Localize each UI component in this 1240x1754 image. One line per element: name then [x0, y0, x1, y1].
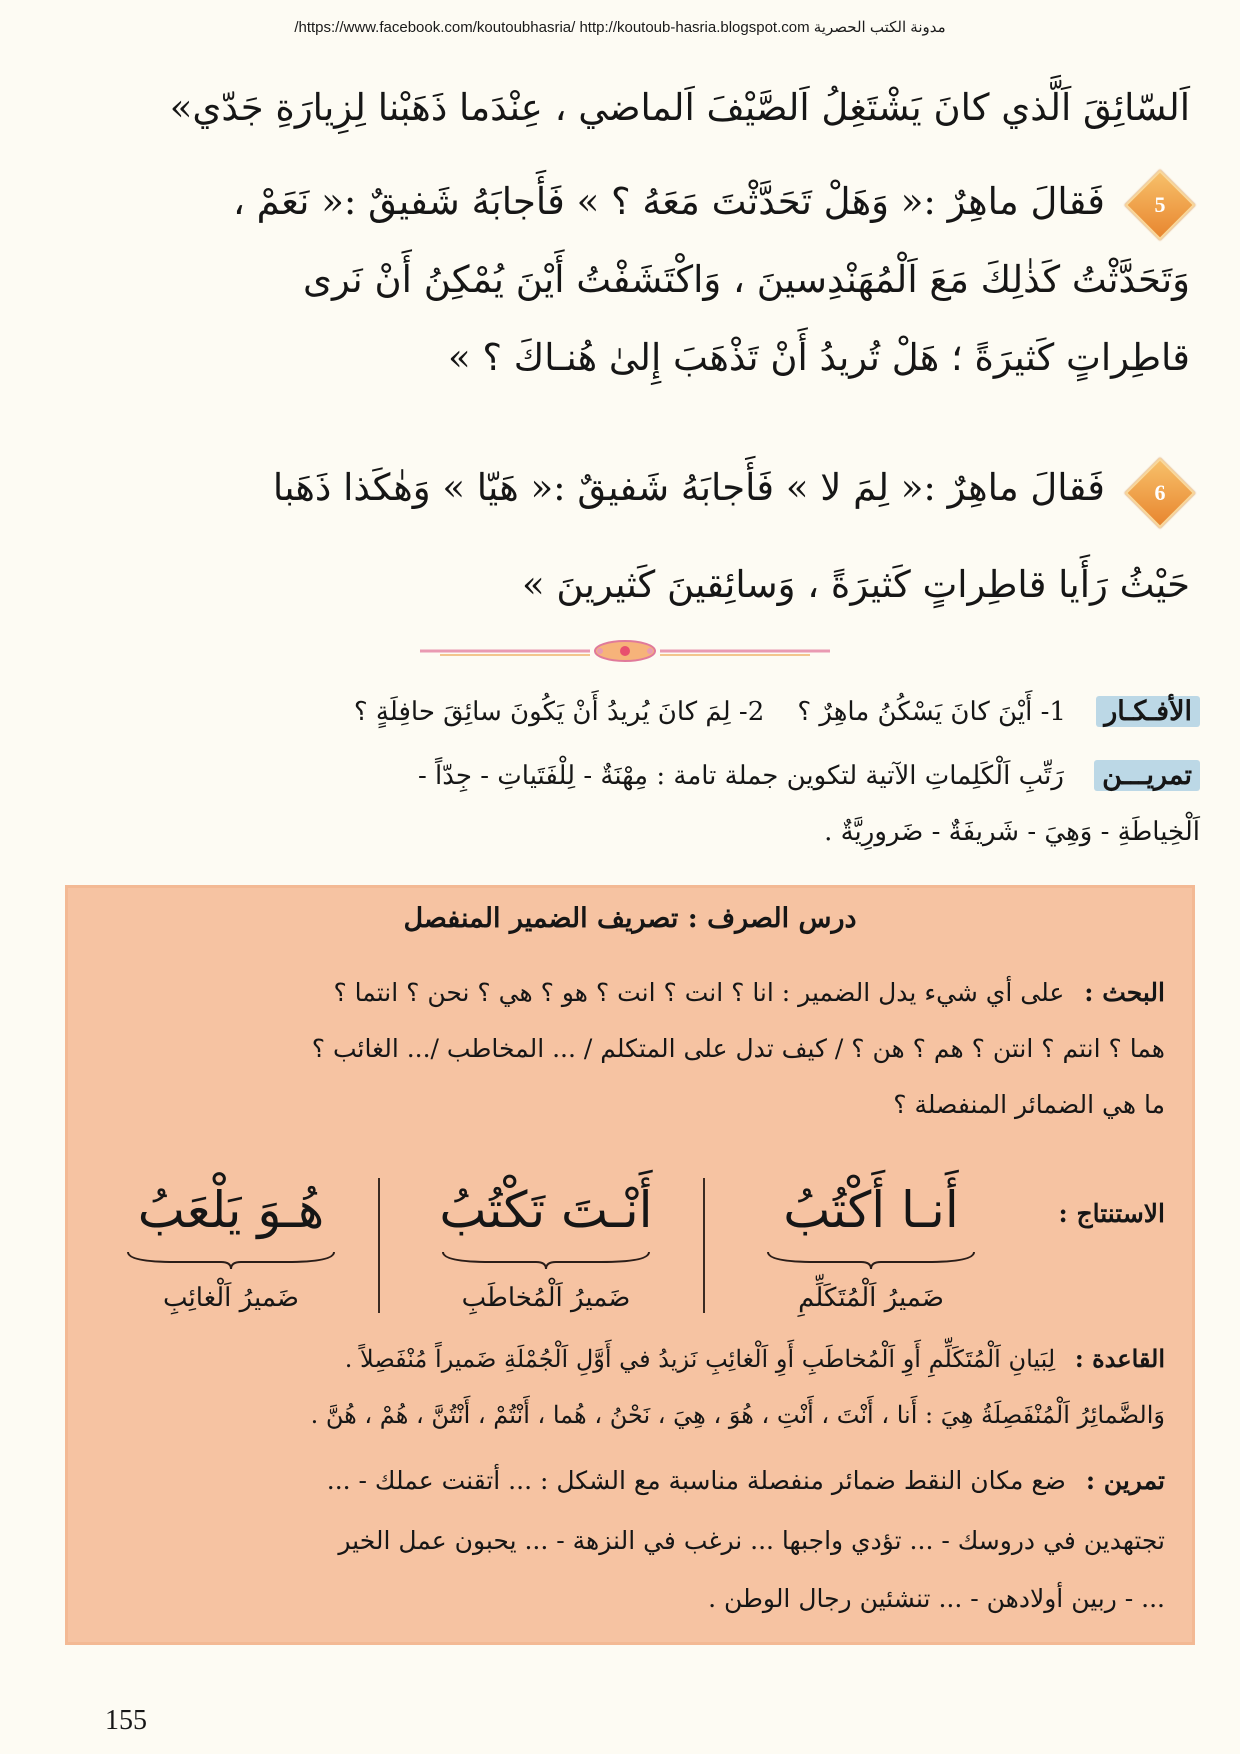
para5-line-3: قاطِراتٍ كَثيرَةً ؛ هَلْ تُريدُ أَنْ تَذْهَبَ إِلىٰ هُنـاكَ ؟ »: [448, 336, 1190, 379]
brace-icon: [126, 1250, 336, 1270]
example-absent-phrase: هُـوَ يَلْعَبُ: [137, 1181, 325, 1239]
para6-line-2: حَيْثُ رَأَيا قاطِراتٍ كَثيرَةً ، وَسائِقينَ كَثيرينَ »: [522, 563, 1190, 606]
bahth-line-1: [85, 969, 1165, 1017]
page-number: 155: [105, 1705, 147, 1736]
bahth-line-2: هما ؟ انتم ؟ انتن ؟ هم ؟ هن ؟ / كيف تدل على المتكلم / ... المخاطب /... الغائب ؟: [311, 1034, 1165, 1063]
example-speaker: [721, 1170, 1021, 1320]
istintaj-label: الاستنتاج :: [1058, 1199, 1165, 1228]
afkar-q1-number: 1-: [1040, 697, 1066, 727]
paragraph-badge-5: 5: [1125, 170, 1196, 241]
bahth-label: البحث :: [1084, 978, 1165, 1007]
istintaj-examples: [81, 1170, 1171, 1320]
bahth-text-1: على أي شيء يدل الضمير : انا ؟ انت ؟ انت ؟ هو ؟ هي ؟ نحن ؟ انتما ؟: [333, 978, 1065, 1007]
qaida-line-2: وَالضَّمائِرُ اَلْمُنْفَصِلَةُ هِيَ : أَنا ، أَنْتَ ، أَنْتِ ، هُوَ ، هِيَ ، نَحْنُ ، هُما ، أَنْتُمْ ، أَنْتُنَّ ، هُمْ ، هُنَّ .: [310, 1401, 1165, 1429]
grammar-tamrin-line-2: تجتهدين في دروسك - ... تؤدي واجبها ... نرغب في النزهة - ... يحبون عمل الخير: [338, 1526, 1165, 1555]
example-speaker-caption: ضَميرُ اَلْمُتَكَلِّمِ: [798, 1283, 944, 1313]
ornamental-divider: [420, 640, 830, 662]
grammar-tamrin-text-1: ضع مكان النقط ضمائر منفصلة مناسبة مع الشكل : ... أتقنت عملك - ...: [326, 1466, 1066, 1495]
para5-line-2: وَتَحَدَّثْتُ كَذٰلِكَ مَعَ اَلْمُهَنْدِسينَ ، وَاكْتَشَفْتُ أَيْنَ يُمْكِنُ أَنْ نَرى: [303, 258, 1190, 301]
paragraph-badge-6: 6: [1125, 458, 1196, 529]
grammar-lesson-box: [65, 885, 1195, 1645]
tamrin-label: تمريـــن: [1094, 760, 1200, 791]
qaida-text-1: لِبَيانِ اَلْمُتَكَلِّمِ أَوِ اَلْمُخاطَبِ أَوِ اَلْغائِبِ نَزيدُ في أَوَّلِ اَلْجُمْلَةِ ضَميراً مُنْفَصِلاً .: [344, 1345, 1056, 1373]
tamrin-line-2: اَلْخِياطَةِ - وَهِيَ - شَريفَةٌ - ضَرورِيَّةٌ .: [824, 817, 1200, 847]
example-absent: [91, 1170, 371, 1320]
example-separator: [703, 1178, 706, 1313]
grammar-tamrin-label: تمرين :: [1085, 1466, 1165, 1495]
grammar-tamrin-line-3: ... - ربين أولادهن - ... تنشئين رجال الوطن .: [708, 1584, 1165, 1613]
afkar-row: [40, 686, 1200, 738]
para5-line-1: فَقالَ ماهِرٌ :« وَهَلْ تَحَدَّثْتَ مَعَهُ ؟ » فَأَجابَهُ شَفيقٌ :« نَعَمْ ،: [232, 180, 1105, 223]
qaida-label: القاعدة :: [1074, 1344, 1165, 1373]
grammar-tamrin-line-1: [85, 1457, 1165, 1505]
example-addressee-phrase: أَنْـتَ تَكْتُبُ: [439, 1181, 653, 1239]
grammar-title: درس الصرف : تصريف الضمير المنفصل: [403, 903, 857, 934]
para6-line-1: فَقالَ ماهِرٌ :« لِمَ لا » فَأَجابَهُ شَفيقٌ :« هَيّا » وَهٰكَذا ذَهَبا: [272, 466, 1105, 509]
tamrin-line-1: رَتِّبِ اَلْكَلِماتِ الآتية لتكوين جملة تامة : مِهْنَةٌ - لِلْفَتَياتِ - جِدّاً -: [418, 761, 1064, 791]
example-speaker-phrase: أَنـا أَكْتُبُ: [783, 1181, 959, 1239]
header-url: /https://www.facebook.com/koutoubhasria/ http://koutoub-hasria.blogspot.com مدونة الكتب الحصرية: [294, 19, 946, 36]
example-addressee-caption: ضَميرُ اَلْمُخاطَبِ: [461, 1283, 631, 1313]
brace-icon: [766, 1250, 976, 1270]
example-separator: [378, 1178, 381, 1313]
example-absent-caption: ضَميرُ اَلْغائِبِ: [163, 1283, 299, 1313]
example-addressee: [396, 1170, 696, 1320]
afkar-q2: لِمَ كانَ يُريدُ أَنْ يَكُونَ سائِقَ حافِلَةٍ ؟: [353, 697, 731, 727]
bahth-line-3: ما هي الضمائر المنفصلة ؟: [893, 1090, 1165, 1119]
story-line-1: اَلسّائِقَ اَلَّذي كانَ يَشْتَغِلُ اَلصَّيْفَ اَلماضي ، عِنْدَما ذَهَبْنا لِزِيارَةِ جَدّي»: [169, 86, 1190, 129]
afkar-label: الأفـكـار: [1096, 696, 1200, 727]
afkar-q2-number: 2-: [738, 697, 765, 727]
afkar-q1: أَيْنَ كانَ يَسْكُنُ ماهِرٌ ؟: [797, 697, 1033, 727]
qaida-line-1: [85, 1335, 1165, 1383]
brace-icon: [441, 1250, 651, 1270]
tamrin-row-1: [40, 750, 1200, 802]
